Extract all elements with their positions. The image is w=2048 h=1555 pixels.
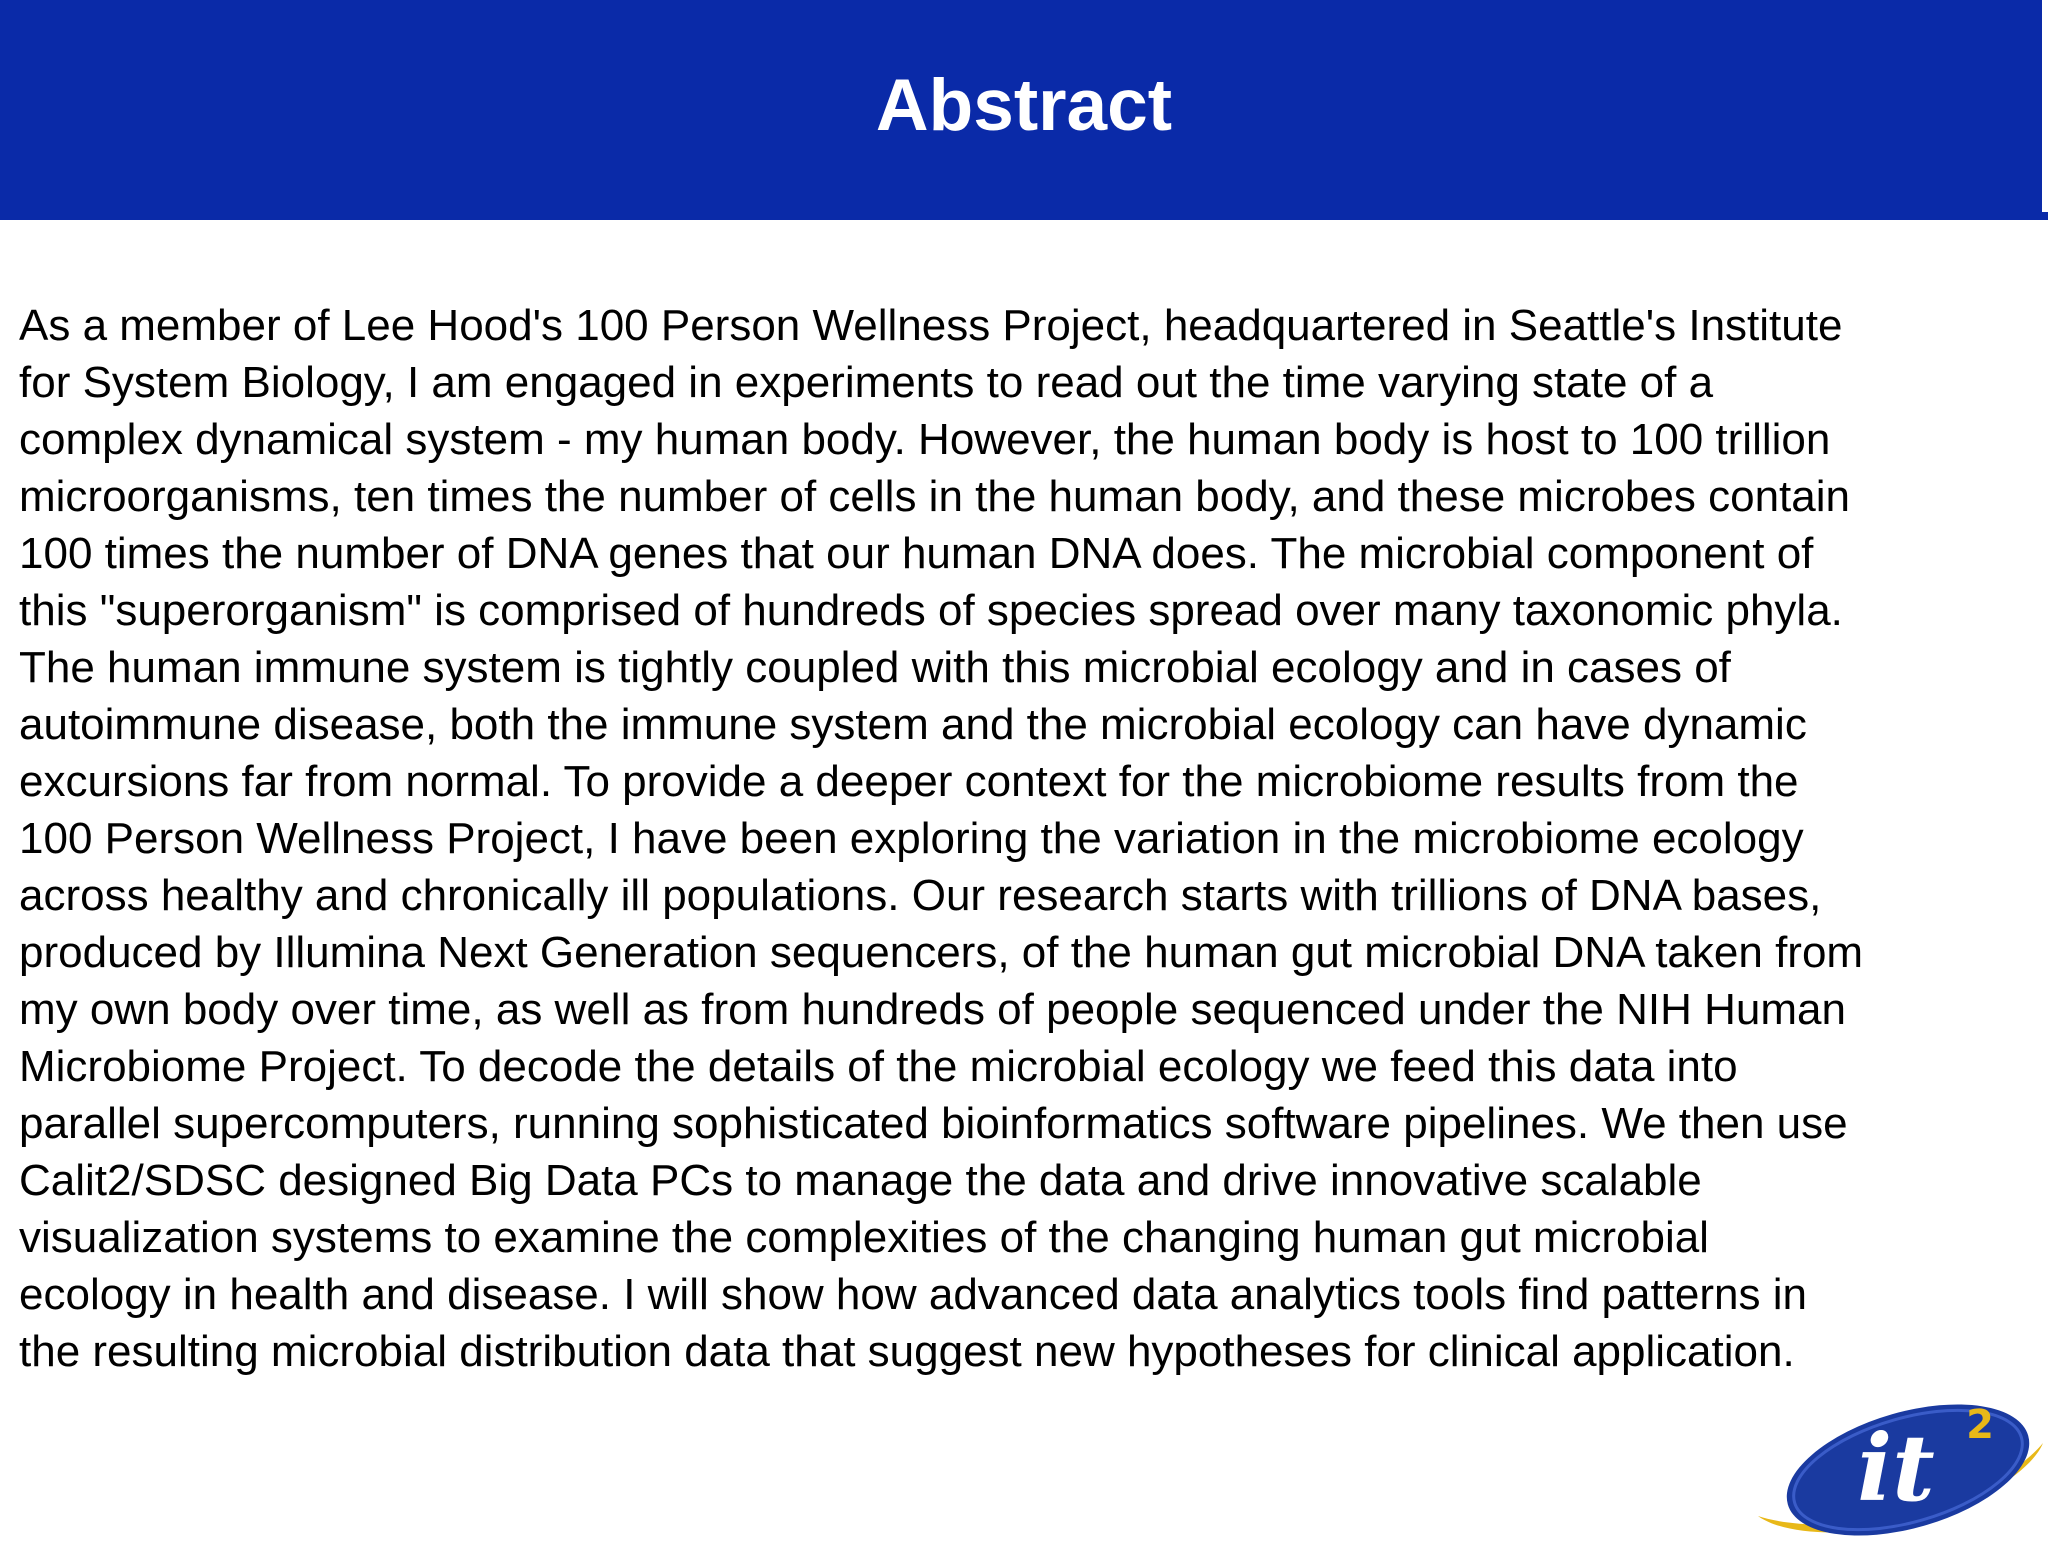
it2-logo xyxy=(1748,1388,2048,1553)
abstract-line: 100 times the number of DNA genes that our human DNA does. The microbial component of xyxy=(19,529,1814,578)
abstract-line: ecology in health and disease. I will show how advanced data analytics tools find patterns in xyxy=(19,1270,1807,1319)
abstract-line: As a member of Lee Hood's 100 Person Wellness Project, headquartered in Seattle's Institute xyxy=(19,301,1843,350)
abstract-line: my own body over time, as well as from hundreds of people sequenced under the NIH Human xyxy=(19,985,1846,1034)
abstract-line: excursions far from normal. To provide a deeper context for the microbiome results from the xyxy=(19,757,1799,806)
abstract-line: parallel supercomputers, running sophisticated bioinformatics software pipelines. We then use xyxy=(19,1099,1848,1148)
abstract-line: Microbiome Project. To decode the details of the microbial ecology we feed this data into xyxy=(19,1042,1738,1091)
abstract-line: 100 Person Wellness Project, I have been exploring the variation in the microbiome ecology xyxy=(19,814,1804,863)
slide-title: Abstract xyxy=(875,65,1173,146)
abstract-line: complex dynamical system - my human body. However, the human body is host to 100 trillion xyxy=(19,415,1831,464)
abstract-line: autoimmune disease, both the immune system and the microbial ecology can have dynamic xyxy=(19,700,1807,749)
abstract-line: The human immune system is tightly coupled with this microbial ecology and in cases of xyxy=(19,643,1731,692)
abstract-line: visualization systems to examine the complexities of the changing human gut microbial xyxy=(19,1213,1709,1262)
logo-superscript: 2 xyxy=(1966,1402,1994,1448)
abstract-line: microorganisms, ten times the number of cells in the human body, and these microbes contain xyxy=(19,472,1850,521)
abstract-line: for System Biology, I am engaged in experiments to read out the time varying state of a xyxy=(19,358,1714,407)
abstract-line: Calit2/SDSC designed Big Data PCs to manage the data and drive innovative scalable xyxy=(19,1156,1702,1205)
abstract-body xyxy=(19,297,2029,1380)
logo-letters: it xyxy=(1857,1414,1935,1522)
abstract-line: produced by Illumina Next Generation sequencers, of the human gut microbial DNA taken from xyxy=(19,928,1864,977)
abstract-line: this "superorganism" is comprised of hundreds of species spread over many taxonomic phyla. xyxy=(19,586,1843,635)
header-bar-edge xyxy=(0,212,2048,220)
abstract-line: the resulting microbial distribution data that suggest new hypotheses for clinical application. xyxy=(19,1327,1795,1376)
abstract-line: across healthy and chronically ill populations. Our research starts with trillions of DNA bases, xyxy=(19,871,1822,920)
